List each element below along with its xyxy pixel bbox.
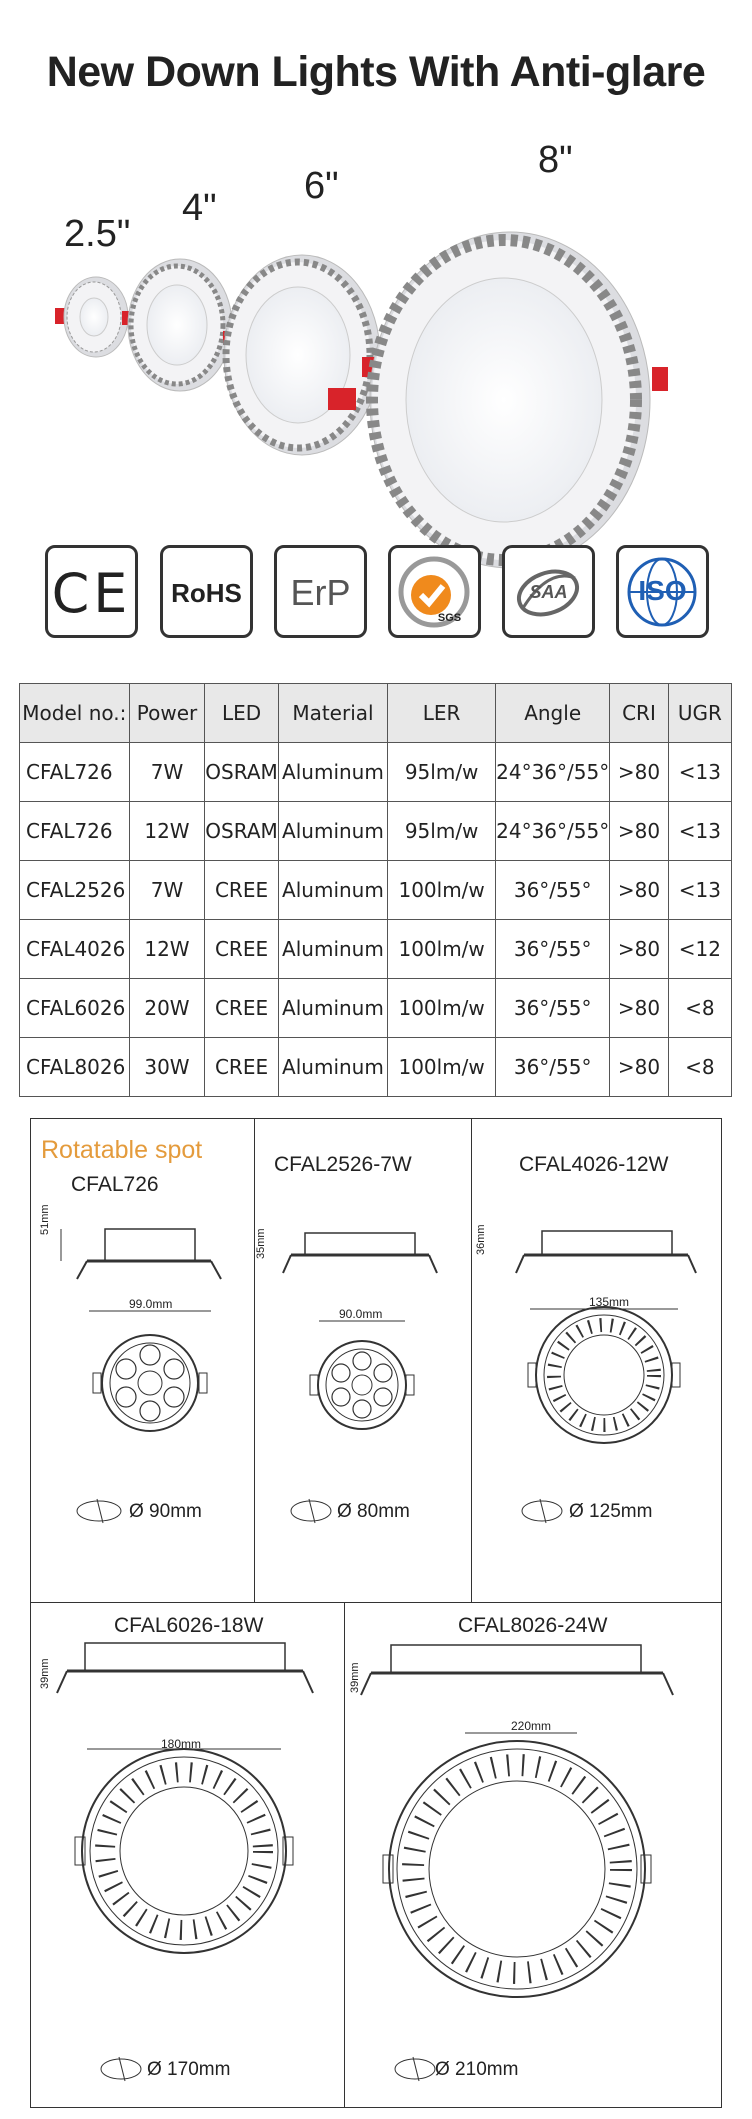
certification-logos	[0, 545, 752, 645]
cell-ugr: <8	[668, 1038, 731, 1097]
saa-icon: SAA	[502, 545, 595, 638]
cell-led: CREE	[205, 1038, 278, 1097]
drawing-title: CFAL2526-7W	[274, 1153, 412, 1176]
header-led: LED	[205, 684, 278, 743]
height-dim: 39mm	[349, 1662, 361, 1693]
cell-angle: 36°/55°	[496, 920, 610, 979]
cell-cri: >80	[610, 802, 669, 861]
cell-material: Aluminum	[278, 1038, 387, 1097]
header-ugr: UGR	[668, 684, 731, 743]
cell-power: 7W	[129, 861, 205, 920]
header-model: Model no.:	[20, 684, 130, 743]
width-dim: 99.0mm	[129, 1297, 173, 1311]
cell-power: 12W	[129, 802, 205, 861]
table-row	[20, 920, 732, 979]
cell-ler: 100lm/w	[388, 861, 496, 920]
rohs-icon: RoHS	[160, 545, 253, 638]
cell-led: CREE	[205, 861, 278, 920]
cutout-dim: Ø 210mm	[435, 2059, 519, 2080]
cell-ler: 95lm/w	[388, 743, 496, 802]
size-label-4: 4"	[182, 187, 217, 229]
cell-model: CFAL8026	[20, 1038, 130, 1097]
width-dim: 135mm	[589, 1295, 630, 1309]
cell-material: Aluminum	[278, 802, 387, 861]
cell-model: CFAL2526	[20, 861, 130, 920]
cell-power: 7W	[129, 743, 205, 802]
cell-ler: 95lm/w	[388, 802, 496, 861]
drawing-title: CFAL726	[71, 1173, 159, 1196]
table-header-row	[20, 684, 732, 743]
header-power: Power	[129, 684, 205, 743]
cutout-dim: Ø 170mm	[147, 2059, 231, 2080]
header-cri: CRI	[610, 684, 669, 743]
cell-angle: 36°/55°	[496, 1038, 610, 1097]
table-row	[20, 861, 732, 920]
cell-cri: >80	[610, 1038, 669, 1097]
cell-material: Aluminum	[278, 861, 387, 920]
height-dim: 39mm	[39, 1658, 51, 1689]
cell-ugr: <12	[668, 920, 731, 979]
cell-angle: 24°36°/55°	[496, 743, 610, 802]
downlight-8-inch	[328, 232, 668, 568]
cell-model: CFAL726	[20, 743, 130, 802]
spec-table	[19, 683, 732, 1097]
cell-model: CFAL6026	[20, 979, 130, 1038]
cell-ler: 100lm/w	[388, 979, 496, 1038]
cell-angle: 24°36°/55°	[496, 802, 610, 861]
cell-power: 12W	[129, 920, 205, 979]
dimension-drawings	[30, 1118, 722, 2108]
width-dim: 90.0mm	[339, 1307, 383, 1321]
cutout-dim: Ø 80mm	[337, 1501, 410, 1522]
width-dim: 180mm	[161, 1737, 202, 1751]
drawing-title: CFAL8026-24W	[458, 1614, 608, 1637]
downlight-6-inch	[224, 255, 392, 455]
downlight-2-5-inch	[55, 277, 140, 357]
header-angle: Angle	[496, 684, 610, 743]
size-label-2-5: 2.5"	[64, 213, 131, 255]
cell-angle: 36°/55°	[496, 979, 610, 1038]
cell-led: OSRAM	[205, 802, 278, 861]
height-dim: 35mm	[255, 1228, 267, 1259]
rotatable-spot-label: Rotatable spot	[41, 1136, 203, 1164]
ce-mark-icon: CE	[45, 545, 138, 638]
cell-ler: 100lm/w	[388, 920, 496, 979]
cell-material: Aluminum	[278, 920, 387, 979]
cell-ugr: <13	[668, 743, 731, 802]
cell-material: Aluminum	[278, 743, 387, 802]
table-row	[20, 802, 732, 861]
cell-led: CREE	[205, 979, 278, 1038]
cell-power: 30W	[129, 1038, 205, 1097]
size-label-8: 8"	[538, 139, 573, 181]
height-dim: 36mm	[475, 1224, 487, 1255]
table-row	[20, 1038, 732, 1097]
page-title: New Down Lights With Anti-glare	[46, 48, 706, 96]
cell-ugr: <8	[668, 979, 731, 1038]
cell-cri: >80	[610, 743, 669, 802]
cell-cri: >80	[610, 861, 669, 920]
cell-angle: 36°/55°	[496, 861, 610, 920]
cell-cri: >80	[610, 920, 669, 979]
erp-icon: ErP	[274, 545, 367, 638]
width-dim: 220mm	[511, 1719, 552, 1733]
size-label-6: 6"	[304, 165, 339, 207]
product-photo	[30, 135, 730, 515]
sgs-icon: SGS	[388, 545, 481, 638]
cell-model: CFAL4026	[20, 920, 130, 979]
cell-ler: 100lm/w	[388, 1038, 496, 1097]
cell-ugr: <13	[668, 802, 731, 861]
table-row	[20, 743, 732, 802]
drawing-title: CFAL6026-18W	[114, 1614, 264, 1637]
cell-model: CFAL726	[20, 802, 130, 861]
header-ler: LER	[388, 684, 496, 743]
cell-led: OSRAM	[205, 743, 278, 802]
cell-power: 20W	[129, 979, 205, 1038]
drawing-title: CFAL4026-12W	[519, 1153, 669, 1176]
cell-led: CREE	[205, 920, 278, 979]
cell-material: Aluminum	[278, 979, 387, 1038]
table-row	[20, 979, 732, 1038]
cell-ugr: <13	[668, 861, 731, 920]
height-dim: 51mm	[39, 1204, 51, 1235]
iso-icon: ISO	[616, 545, 709, 638]
cell-cri: >80	[610, 979, 669, 1038]
header-material: Material	[278, 684, 387, 743]
cutout-dim: Ø 90mm	[129, 1501, 202, 1522]
cutout-dim: Ø 125mm	[569, 1501, 653, 1522]
